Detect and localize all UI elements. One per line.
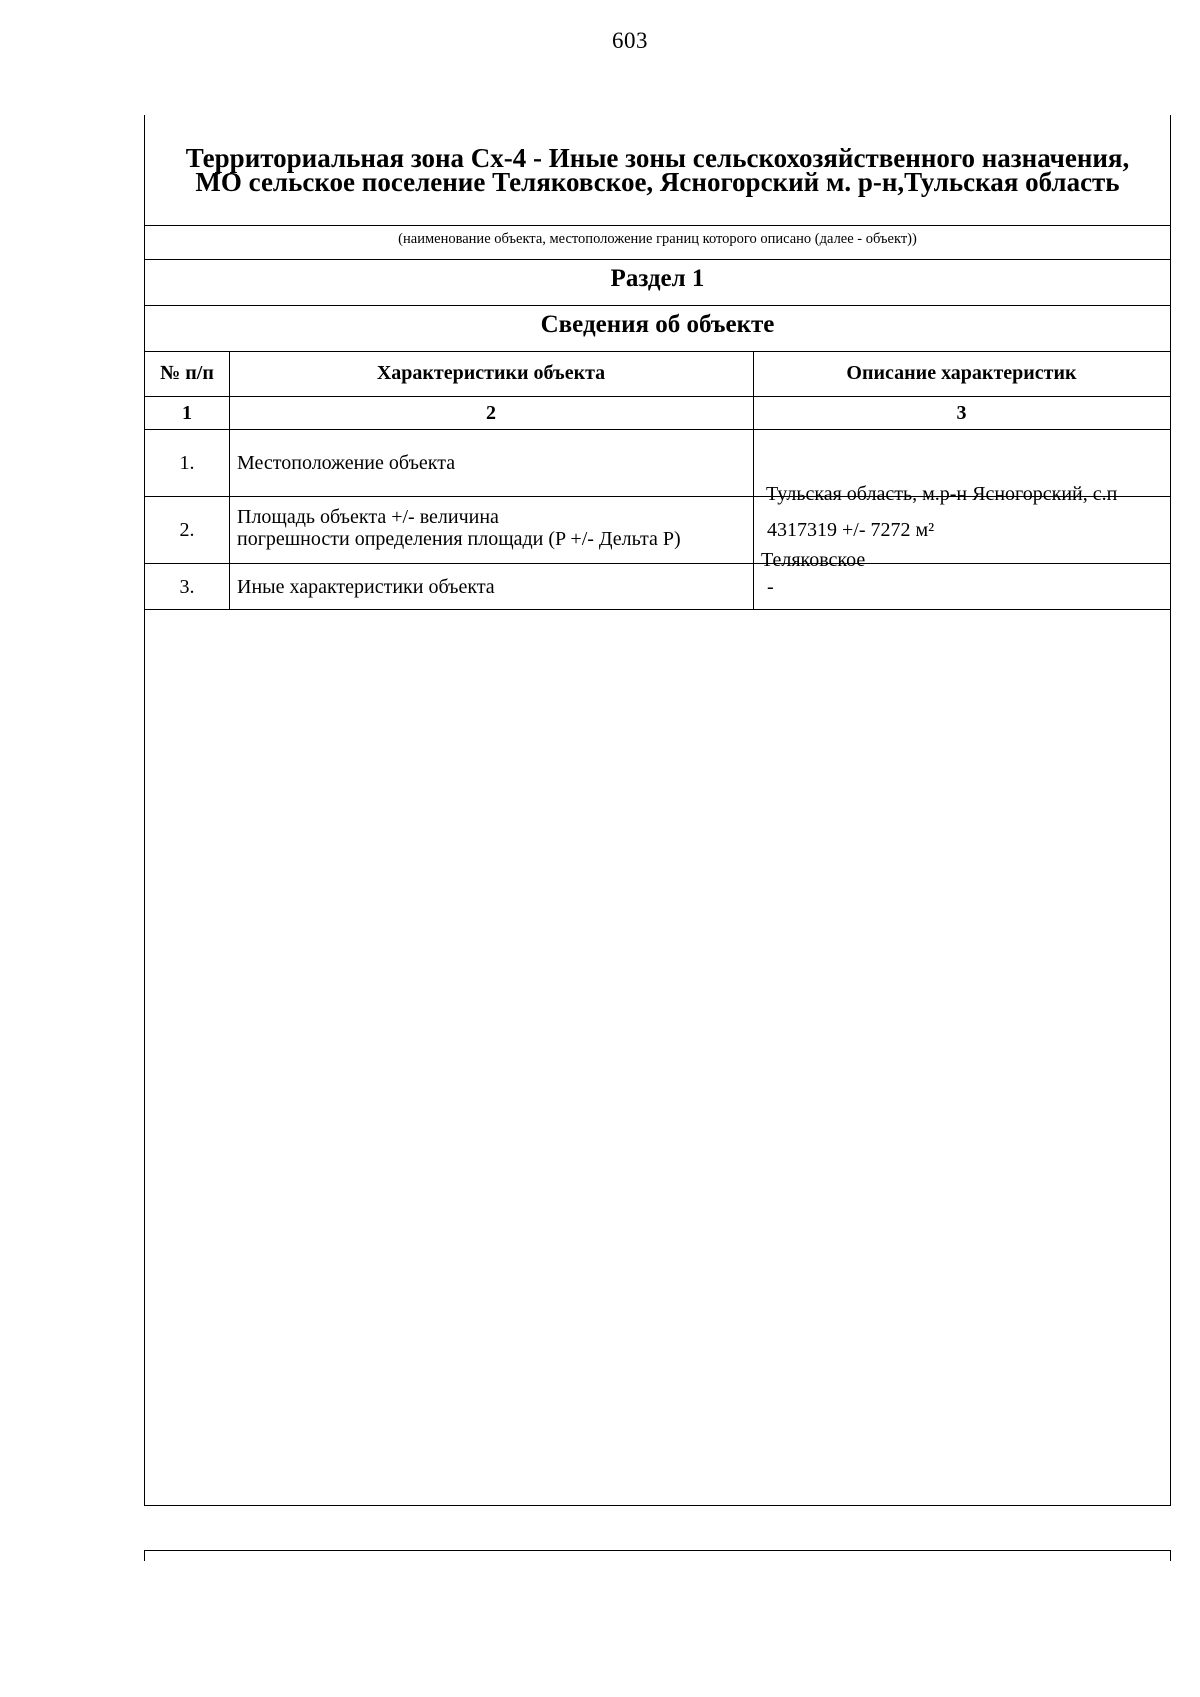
description-text: Теляковское — [761, 549, 866, 571]
row-number: 2. — [179, 519, 195, 541]
header-description: Описание характеристик — [846, 362, 1077, 384]
row-number: 1. — [179, 452, 195, 474]
object-title-line-2: МО сельское поселение Теляковское, Ясногорский м. р-н,Тульская область — [195, 167, 1120, 197]
description-cell — [767, 576, 1166, 598]
next-section-frame — [144, 1550, 1171, 1561]
page-number: 603 — [612, 28, 648, 53]
table-border — [753, 351, 754, 609]
description-text: 4317319 +/- 7272 м² — [767, 519, 935, 541]
description-text: Тульская область, м.р-н Ясногорский, с.п — [761, 483, 1118, 505]
header-characteristic: Характеристики объекта — [376, 362, 606, 384]
document-frame — [144, 115, 1171, 1506]
table-border — [145, 351, 1170, 352]
column-number: 3 — [956, 402, 967, 424]
characteristic-text: погрешности определения площади (P +/- Дельта P) — [237, 528, 681, 550]
column-number: 2 — [486, 402, 496, 424]
header-number: № п/п — [160, 362, 214, 384]
row-number: 3. — [179, 576, 195, 598]
characteristic-text: Местоположение объекта — [237, 452, 456, 474]
table-border — [229, 351, 230, 609]
description-cell — [767, 519, 1166, 541]
table-border — [145, 396, 1170, 397]
divider — [145, 225, 1170, 226]
characteristic-text: Площадь объекта +/- величина — [237, 506, 499, 528]
characteristic-text: Иные характеристики объекта — [237, 576, 495, 598]
object-title — [145, 143, 1170, 197]
divider — [145, 305, 1170, 306]
characteristic-cell — [237, 452, 747, 474]
divider — [145, 259, 1170, 260]
table-border — [145, 429, 1170, 430]
object-title-line-1: Территориальная зона Сх-4 - Иные зоны сельскохозяйственного назначения, — [185, 143, 1130, 173]
section-name: Сведения об объекте — [540, 311, 775, 338]
characteristic-cell — [237, 576, 747, 598]
object-caption: (наименование объекта, местоположение границ которого описано (далее - объект)) — [398, 231, 917, 247]
column-number: 1 — [182, 402, 192, 424]
description-text: - — [767, 576, 774, 598]
section-number: Раздел 1 — [610, 265, 705, 292]
characteristic-cell — [237, 506, 747, 550]
